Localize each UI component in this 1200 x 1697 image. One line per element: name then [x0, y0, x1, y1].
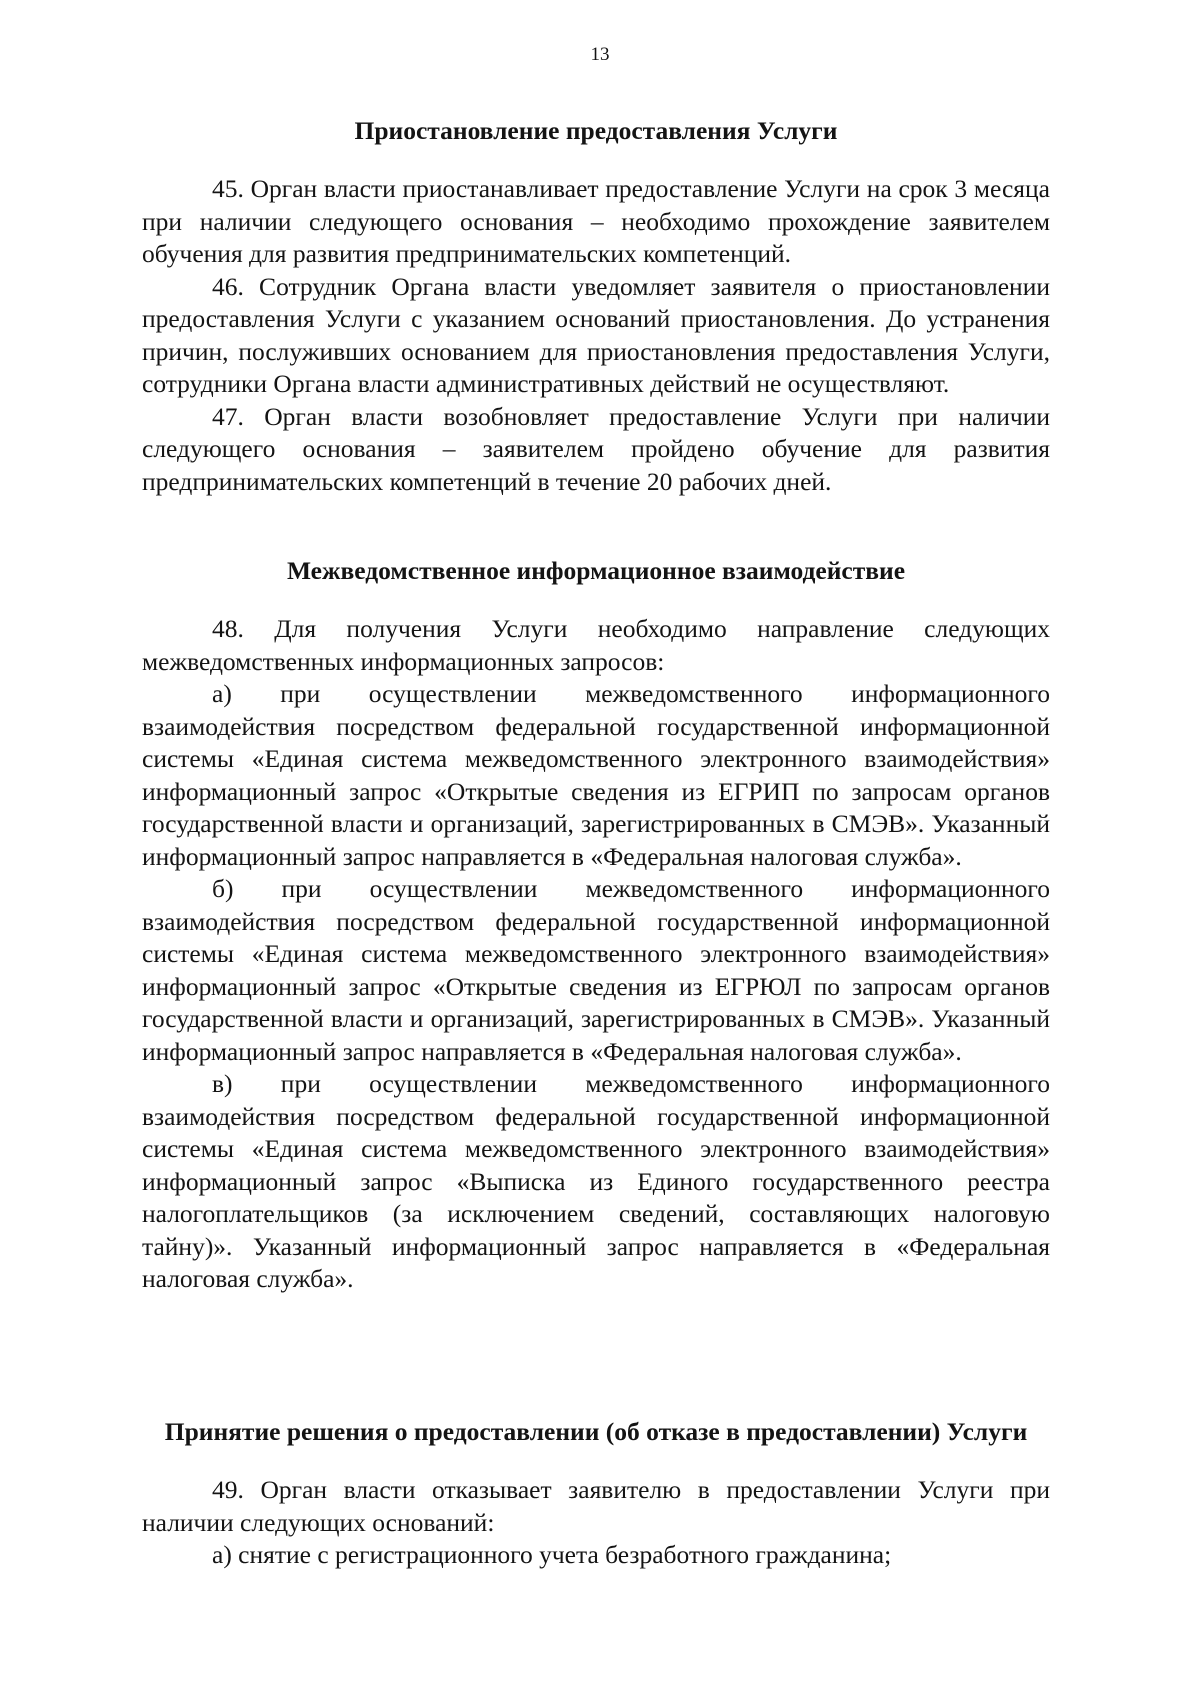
page-number: 13 — [590, 44, 610, 65]
paragraph-49: 49. Орган власти отказывает заявителю в предоставлении Услуги при наличии следующих оснований: — [142, 1475, 1050, 1537]
section-body-suspension — [142, 173, 1050, 498]
paragraph-45: 45. Орган власти приостанавливает предоставление Услуги на срок 3 месяца при наличии следующего основания – необходимо прохождение заявителем обучения для развития предпринимательских компетенций. — [142, 174, 1050, 268]
paragraph-49a: а) снятие с регистрационного учета безработного гражданина; — [212, 1540, 892, 1569]
paragraph-47: 47. Орган власти возобновляет предоставление Услуги при наличии следующего основания – заявителем пройдено обучение для развития предпринимательских компетенций в течение 20 рабочих дней. — [142, 401, 1050, 496]
paragraph-48a: а) при осуществлении межведомственного информационного взаимодействия посредством федеральной государственной информационной системы «Единая система межведомственного электронного взаимодействия» информационный запрос «Открытые сведения из ЕГРИП по запросам органов государственной власти и организаций, зарегистрированных в СМЭВ». Указанный информационный запрос направляется в «Федеральная налоговая служба». — [142, 679, 1050, 871]
section-title-suspension: Приостановление предоставления Услуги — [354, 116, 838, 145]
section-body-interagency — [142, 613, 1050, 1296]
section-title-interagency: Межведомственное информационное взаимодействие — [286, 556, 906, 585]
section-body-decision — [142, 1474, 1050, 1572]
paragraph-46: 46. Сотрудник Органа власти уведомляет заявителя о приостановлении предоставления Услуги с указанием оснований приостановления. До устранения причин, послуживших основанием для приостановления предоставления Услуги, сотрудники Органа власти административных действий не осуществляют. — [142, 271, 1050, 398]
paragraph-48b: б) при осуществлении межведомственного информационного взаимодействия посредством федеральной государственной информационной системы «Единая система межведомственного электронного взаимодействия» информационный запрос «Открытые сведения из ЕГРЮЛ по запросам органов государственной власти и организаций, зарегистрированных в СМЭВ». Указанный информационный запрос направляется в «Федеральная налоговая служба». — [142, 874, 1050, 1066]
paragraph-48v: в) при осуществлении межведомственного информационного взаимодействия посредством федеральной государственной информационной системы «Единая система межведомственного электронного взаимодействия» информационный запрос «Выписка из Единого государственного реестра налогоплательщиков (за исключением сведений, составляющих налоговую тайну)». Указанный информационный запрос направляется в «Федеральная налоговая служба». — [142, 1069, 1050, 1293]
section-title-decision: Принятие решения о предоставлении (об отказе в предоставлении) Услуги — [164, 1417, 1028, 1446]
paragraph-48: 48. Для получения Услуги необходимо направление следующих межведомственных информационных запросов: — [142, 614, 1050, 676]
